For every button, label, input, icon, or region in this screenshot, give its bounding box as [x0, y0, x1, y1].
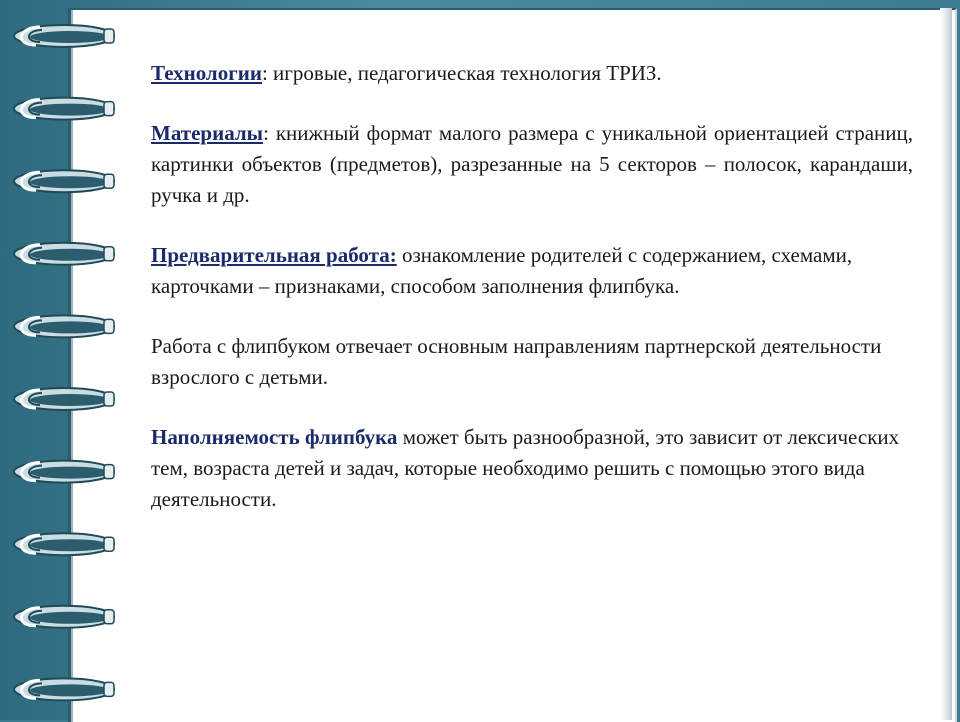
spiral-binding — [0, 0, 130, 720]
slide-content — [151, 58, 913, 544]
keyword-suffix: : — [261, 61, 268, 85]
spiral-binding-ring-icon — [14, 678, 114, 700]
paragraph-technologies — [151, 58, 913, 89]
paragraph-partnership — [151, 331, 913, 393]
spiral-binding-ring-icon — [14, 243, 114, 265]
paragraph-filling — [151, 422, 913, 515]
keyword-materials: Материалы — [151, 121, 264, 145]
spiral-binding-ring-icon — [14, 606, 114, 628]
keyword-preparation: Предварительная работа: — [151, 243, 397, 267]
spiral-binding-ring-icon — [14, 315, 114, 337]
spiral-binding-ring-icon — [14, 170, 114, 192]
keyword-technologies: Технологии — [151, 61, 262, 85]
spiral-binding-ring-icon — [14, 533, 114, 555]
paragraph-text: ознакомление родителей с содержанием, схемами, карточками – признаками, способом заполнения флипбука. — [151, 243, 853, 298]
paragraph-text: книжный формат малого размера с уникальной ориентацией страниц, картинки объектов (предметов), разрезанные на 5 секторов – полосок, карандаши, ручка и др. — [151, 121, 913, 207]
spiral-binding-ring-icon — [14, 388, 114, 410]
paragraph-text: Работа с флипбуком отвечает основным направлениям партнерской деятельности взрослого с детьми. — [151, 334, 882, 389]
paragraph-materials — [151, 118, 913, 211]
paragraph-preparation — [151, 240, 913, 302]
page-edge — [940, 8, 952, 720]
paragraph-text: игровые, педагогическая технология ТРИЗ. — [267, 61, 662, 85]
spiral-binding-ring-icon — [14, 25, 114, 47]
spiral-binding-ring-icon — [14, 461, 114, 483]
keyword-filling: Наполняемость флипбука — [151, 425, 398, 449]
keyword-suffix: : — [263, 121, 269, 145]
spiral-binding-ring-icon — [14, 98, 114, 120]
paragraph-text: может быть разнообразной, это зависит от лексических тем, возраста детей и задач, которые необходимо решить с помощью этого вида деятельности. — [151, 425, 900, 511]
